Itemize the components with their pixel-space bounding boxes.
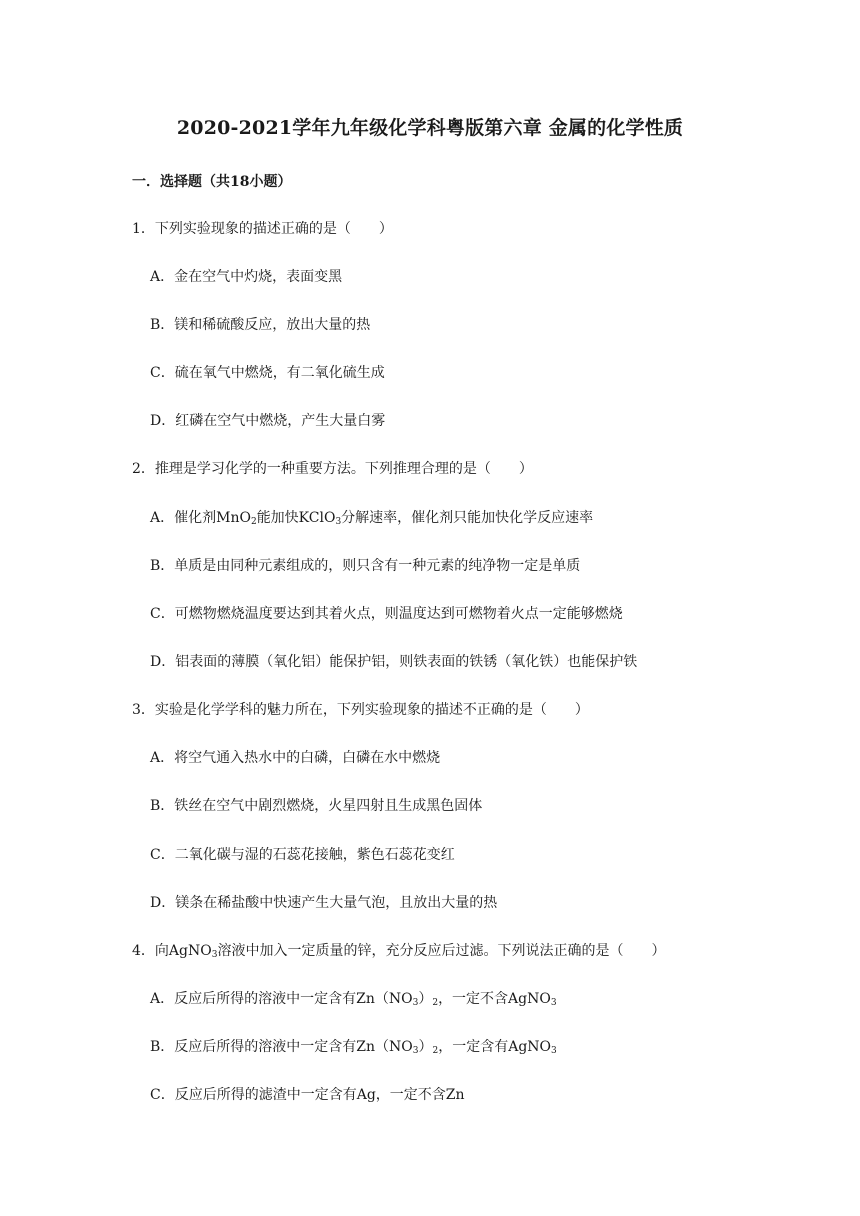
question-4-option-a: A．反应后所得的溶液中一定含有$Zn(NO_3)_2$，一定不含AgNO$_3$ [150,991,557,1008]
question-1-option-b: B．镁和稀硫酸反应，放出大量的热 [150,317,371,333]
question-2-stem: 2．推理是学习化学的一种重要方法。下列推理合理的是（ ） [132,461,533,477]
question-3-option-b: B．铁丝在空气中剧烈燃烧，火星四射且生成黑色固体 [150,798,483,814]
question-3-stem: 3．实验是化学学科的魅力所在，下列实验现象的描述不正确的是（ ） [132,702,589,718]
question-1-option-c: C．硫在氧气中燃烧，有二氧化硫生成 [150,365,385,381]
page-title: 2020-2021学年九年级化学科粤版第六章 金属的化学性质 [176,117,684,139]
section-heading: 一．选择题（共18小题） [132,174,292,190]
question-4-option-c: C．反应后所得的滤渣中一定含有Ag，一定不含Zn [150,1087,465,1103]
question-2-option-a: A．催化剂MnO$_2$能加快KClO$_3$分解速率，催化剂只能加快化学反应速率 [150,510,594,527]
question-3-option-a: A．将空气通入热水中的白磷，白磷在水中燃烧 [150,750,441,766]
question-4-stem: 4．向AgNO$_3$溶液中加入一定质量的锌，充分反应后过滤。下列说法正确的是（ ） [132,943,666,960]
question-1-stem: 1．下列实验现象的描述正确的是（ ） [132,221,393,237]
question-1-option-d: D．红磷在空气中燃烧，产生大量白雾 [150,413,386,429]
question-1-option-a: A．金在空气中灼烧，表面变黑 [150,269,343,285]
question-4-option-b: B．反应后所得的溶液中一定含有$Zn(NO_3)_2$，一定含有AgNO$_3$ [150,1039,557,1056]
question-2-option-b: B．单质是由同种元素组成的，则只含有一种元素的纯净物一定是单质 [150,558,581,574]
question-2-option-d: D．铝表面的薄膜（氧化铝）能保护铝，则铁表面的铁锈（氧化铁）也能保护铁 [150,654,638,670]
question-2-option-c: C．可燃物燃烧温度要达到其着火点，则温度达到可燃物着火点一定能够燃烧 [150,606,623,622]
question-3-option-c: C．二氧化碳与湿的石蕊花接触，紫色石蕊花变红 [150,847,455,863]
question-3-option-d: D．镁条在稀盐酸中快速产生大量气泡，且放出大量的热 [150,895,498,911]
